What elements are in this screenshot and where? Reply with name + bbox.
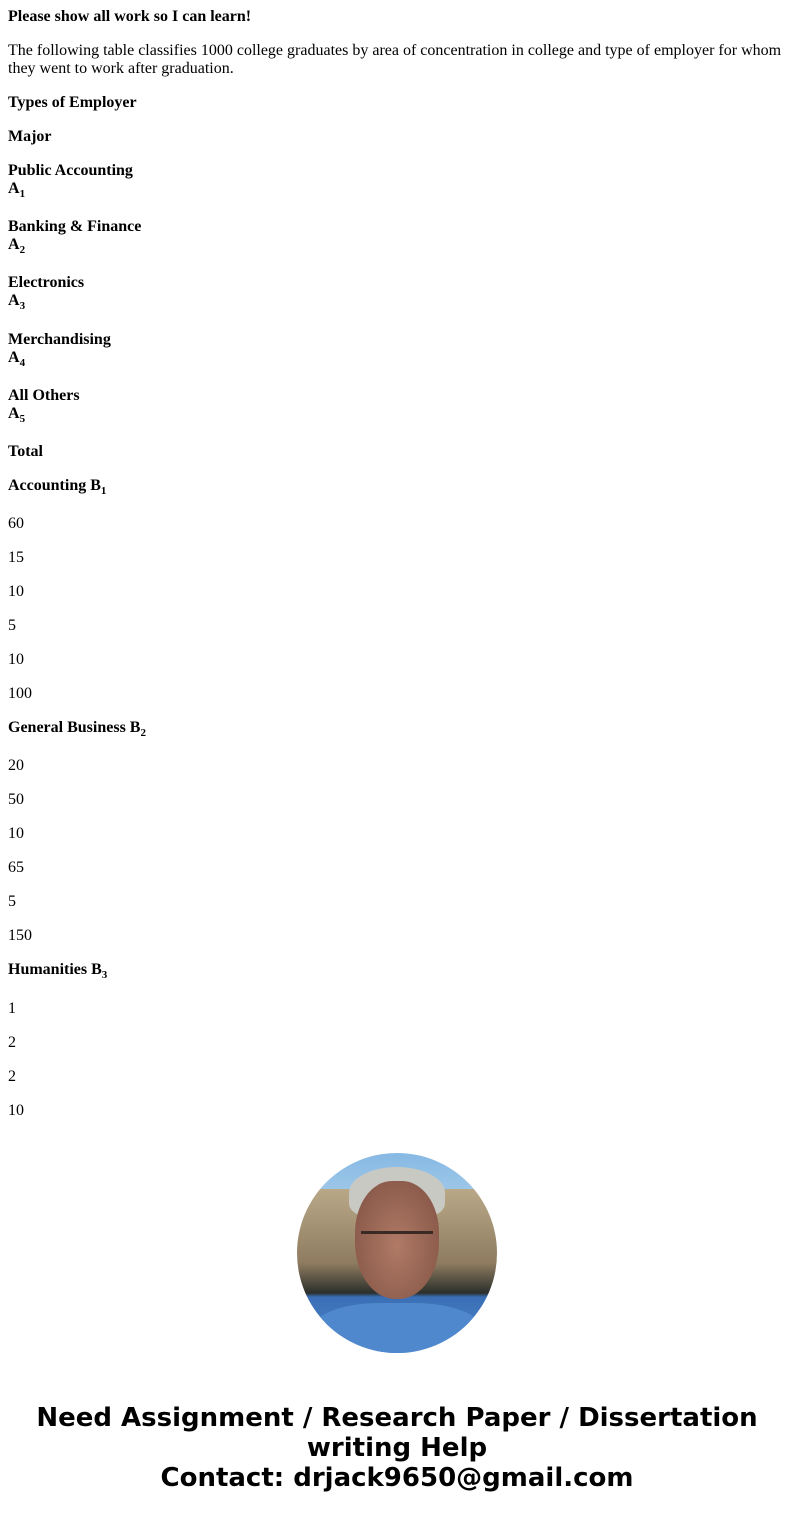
cell-value: 5 <box>8 617 16 634</box>
cell-value: 60 <box>8 515 24 532</box>
employer-name: Merchandising <box>8 331 111 348</box>
cell-value: 15 <box>8 549 24 566</box>
major-accounting-label: Accounting $B_1$ <box>8 477 107 497</box>
avatar-glasses <box>361 1231 433 1254</box>
cell-value: 65 <box>8 859 24 876</box>
cell-total: 100 <box>8 685 32 702</box>
types-of-employer-label: Types of Employer <box>8 94 137 111</box>
cell-value: 5 <box>8 893 16 910</box>
avatar-shirt <box>307 1303 487 1353</box>
cell-value: 20 <box>8 757 24 774</box>
cell-value: 2 <box>8 1068 16 1085</box>
cell-value: 1 <box>8 1000 16 1017</box>
major-humanities-label: Humanities $B_3$ <box>8 961 108 981</box>
footer-line-1: Need Assignment / Research Paper / Dissertation <box>36 1403 758 1433</box>
employer-code: $A_4$ <box>8 349 26 369</box>
footer-contact: Contact: drjack9650@gmail.com <box>160 1463 634 1493</box>
employer-code: $A_5$ <box>8 405 26 425</box>
major-general-business-label: General Business $B_2$ <box>8 719 146 739</box>
cell-value: 10 <box>8 651 24 668</box>
footer-banner <box>0 1403 794 1493</box>
employer-code: $A_2$ <box>8 236 26 256</box>
employer-name: Public Accounting <box>8 162 133 179</box>
cell-value: 2 <box>8 1034 16 1051</box>
cell-total: 150 <box>8 927 32 944</box>
author-avatar <box>297 1153 497 1353</box>
total-label: Total <box>8 443 43 460</box>
employer-code: $A_3$ <box>8 292 26 312</box>
employer-name: All Others <box>8 387 80 404</box>
employer-name: Banking & Finance <box>8 218 142 235</box>
footer-line-2: writing Help <box>306 1433 488 1463</box>
cell-value: 10 <box>8 825 24 842</box>
cell-value: 10 <box>8 1102 24 1119</box>
cell-value: 50 <box>8 791 24 808</box>
employer-code: $A_1$ <box>8 180 26 200</box>
intro-paragraph: The following table classifies 1000 college graduates by area of concentration in college and type of employer for whom they went to work after graduation. <box>8 42 782 77</box>
major-label: Major <box>8 128 52 145</box>
page-heading: Please show all work so I can learn! <box>8 8 252 25</box>
cell-value: 10 <box>8 583 24 600</box>
employer-name: Electronics <box>8 274 85 291</box>
